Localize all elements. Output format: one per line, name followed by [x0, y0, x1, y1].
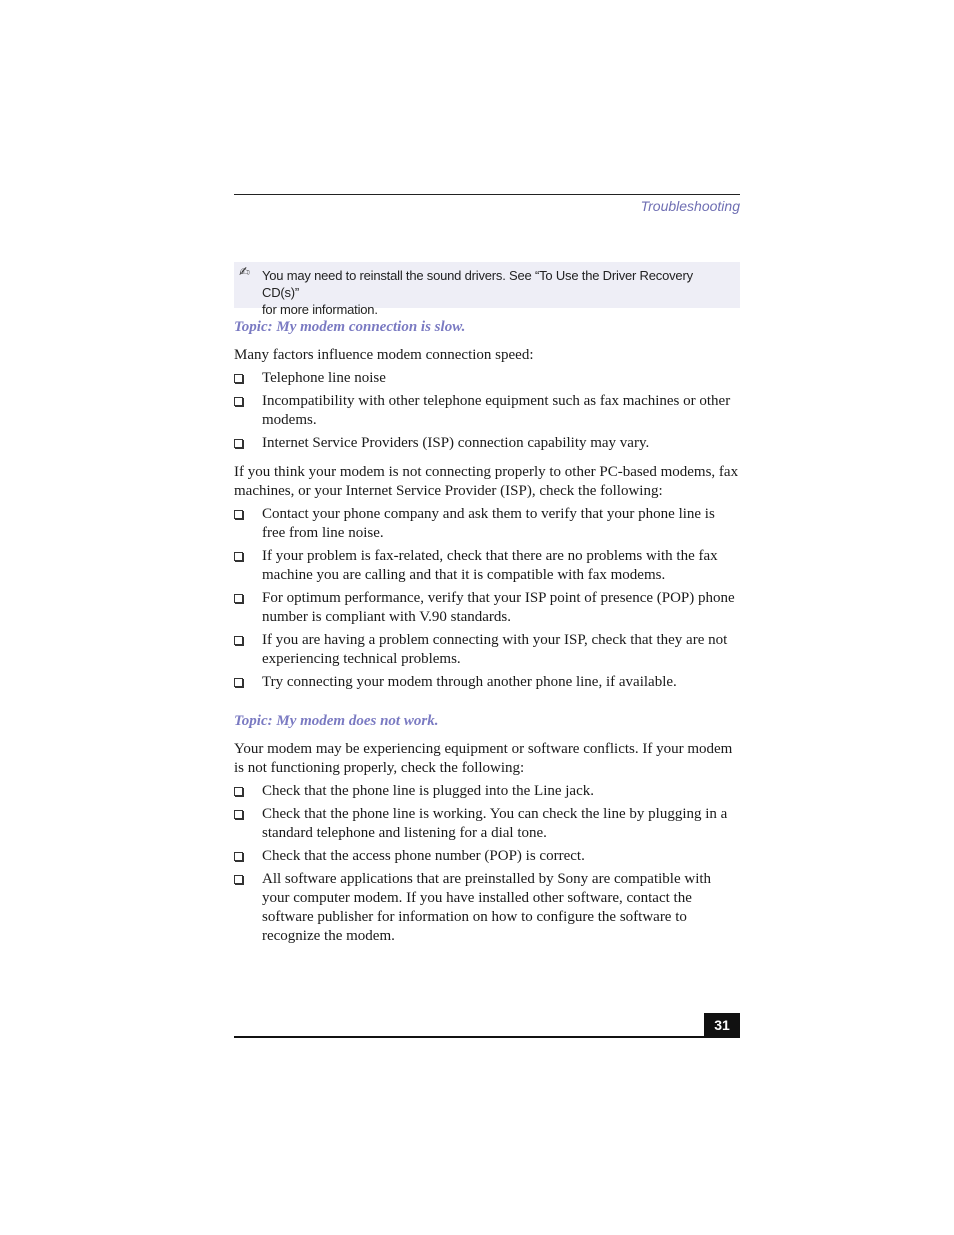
paragraph-conflicts: Your modem may be experiencing equipment or software conflicts. If your modem is not functioning properly, check the following: [234, 741, 733, 776]
list-item: All software applications that are preinstalled by Sony are compatible with your computer modem. If you have installed other software, contact the software publisher for information on how to configure the software to recognize the modem. [234, 870, 740, 946]
list-item: If you are having a problem connecting with your ISP, check that they are not experiencing technical problems. [234, 631, 740, 669]
note-text-line1: You may need to reinstall the sound drivers. See “To Use the Driver Recovery CD(s)” [262, 268, 693, 300]
list-checks-slow [234, 505, 740, 692]
page-number: 31 [704, 1013, 740, 1037]
topic-heading-not-work: Topic: My modem does not work. [234, 713, 439, 729]
topic-heading-slow: Topic: My modem connection is slow. [234, 319, 466, 335]
note-text-line2: for more information. [262, 302, 378, 317]
list-item: Contact your phone company and ask them to verify that your phone line is free from line noise. [234, 505, 740, 543]
list-checks-not-work [234, 782, 740, 946]
list-speed-factors [234, 369, 740, 453]
note-box [234, 262, 740, 317]
list-item: Incompatibility with other telephone equipment such as fax machines or other modems. [234, 392, 740, 430]
checkbox-bullet-icon [234, 374, 243, 383]
list-item: For optimum performance, verify that your ISP point of presence (POP) phone number is compliant with V.90 standards. [234, 589, 740, 627]
list-item: Check that the phone line is working. You can check the line by plugging in a standard telephone and listening for a dial tone. [234, 805, 740, 843]
checkbox-bullet-icon [234, 439, 243, 448]
checkbox-bullet-icon [234, 510, 243, 519]
header-rule [234, 194, 740, 195]
footer-rule [234, 1036, 740, 1038]
section-title: Troubleshooting [640, 198, 740, 214]
list-item: Telephone line noise [234, 369, 740, 388]
list-item: Check that the phone line is plugged into the Line jack. [234, 782, 740, 801]
list-item: Internet Service Providers (ISP) connection capability may vary. [234, 434, 740, 453]
note-text [262, 267, 732, 318]
checkbox-bullet-icon [234, 787, 243, 796]
paragraph-speed-factors: Many factors influence modem connection speed: [234, 347, 534, 363]
list-item: Check that the access phone number (POP) is correct. [234, 847, 740, 866]
checkbox-bullet-icon [234, 594, 243, 603]
paragraph-check-following: If you think your modem is not connecting properly to other PC-based modems, fax machines, or your Internet Service Provider (ISP), check the following: [234, 464, 739, 499]
list-item: Try connecting your modem through another phone line, if available. [234, 673, 740, 692]
checkbox-bullet-icon [234, 636, 243, 645]
pencil-note-icon: ✍ [239, 265, 250, 280]
checkbox-bullet-icon [234, 397, 243, 406]
checkbox-bullet-icon [234, 678, 243, 687]
checkbox-bullet-icon [234, 875, 243, 884]
checkbox-bullet-icon [234, 810, 243, 819]
checkbox-bullet-icon [234, 552, 243, 561]
checkbox-bullet-icon [234, 852, 243, 861]
list-item: If your problem is fax-related, check that there are no problems with the fax machine you are calling and that it is compatible with fax modems. [234, 547, 740, 585]
main-content [234, 316, 740, 950]
